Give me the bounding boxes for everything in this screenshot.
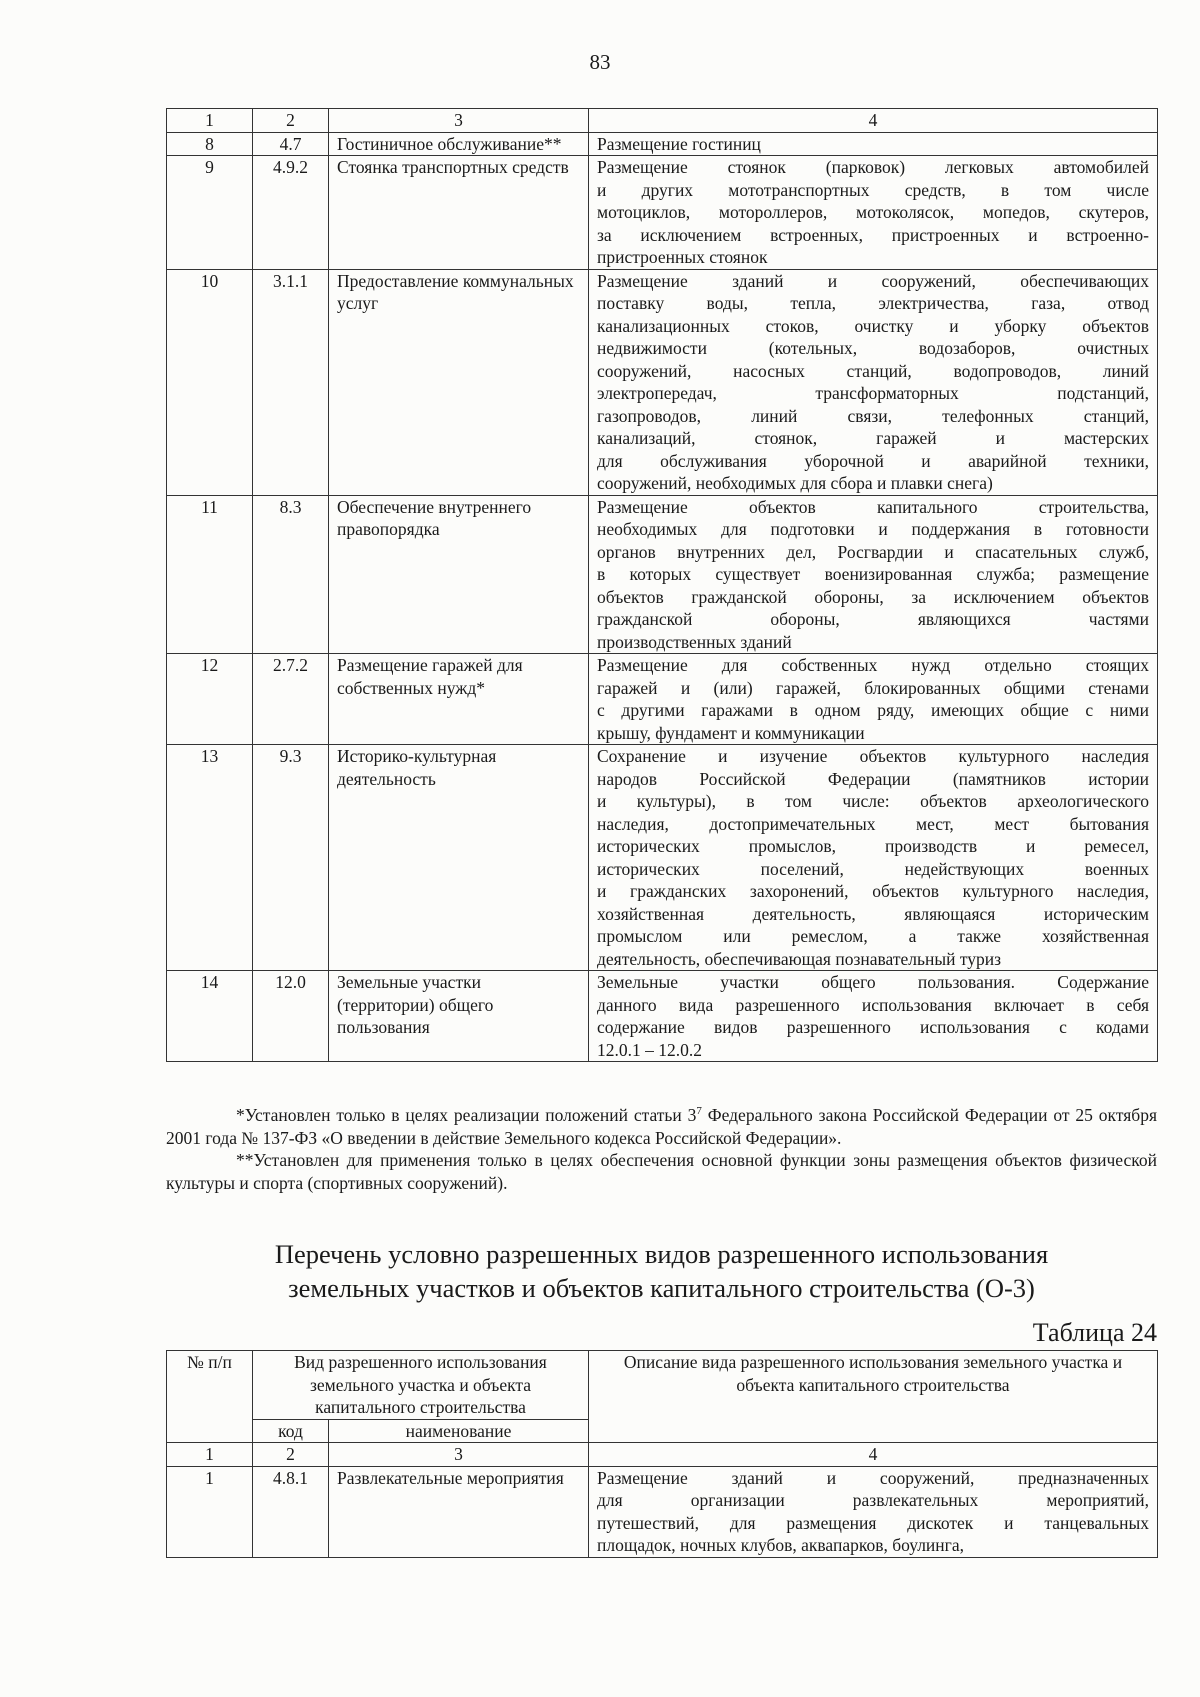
description-line: исторических промыслов, производств и ремесел, xyxy=(597,836,1149,856)
header-name: наименование xyxy=(329,1419,589,1443)
table-row xyxy=(167,132,1158,156)
section-heading xyxy=(166,1237,1157,1305)
description-line: путешествий, для размещения дискотек и танцевальных xyxy=(597,1512,1149,1533)
table-row xyxy=(167,654,1158,745)
table-row xyxy=(167,971,1158,1062)
description-line: производственных зданий xyxy=(597,631,792,652)
description-line: Сохранение и изучение объектов культурного наследия xyxy=(597,746,1149,766)
description-line: Размещение гостиниц xyxy=(597,133,761,154)
description-line: Размещение объектов капитального строительства, xyxy=(597,496,1149,517)
description-line: крышу, фундамент и коммуникации xyxy=(597,722,865,743)
use-code: 12.0 xyxy=(253,971,329,1062)
description-line: в которых существует военизированная служба; размещение xyxy=(597,564,1149,584)
row-number: 12 xyxy=(167,654,253,745)
column-number: 3 xyxy=(329,1443,589,1467)
use-code: 9.3 xyxy=(253,745,329,971)
footnote-2: **Установлен для применения только в целях обеспечения основной функции зоны размещения объектов физической культуры и спорта (спортивных сооружений). xyxy=(166,1150,1157,1193)
footnotes xyxy=(166,1104,1157,1194)
description-line: наследия, достопримечательных мест, мест бытования xyxy=(597,813,1149,834)
description-line: канализаций, стоянок, гаражей и мастерских xyxy=(597,428,1149,448)
description-line: электропередач, трансформаторных подстанций, xyxy=(597,383,1149,403)
column-number: 1 xyxy=(167,1443,253,1467)
use-description xyxy=(589,132,1158,156)
table-row xyxy=(167,1466,1158,1557)
description-line: гаражей и (или) гаражей, блокированных общими стенами xyxy=(597,677,1149,698)
table-row xyxy=(167,269,1158,495)
description-line: Размещение зданий и сооружений, обеспечивающих xyxy=(597,270,1149,291)
description-line: промыслом или ремеслом, а также хозяйственная xyxy=(597,926,1149,946)
use-code: 3.1.1 xyxy=(253,269,329,495)
use-description xyxy=(589,971,1158,1062)
use-code: 4.7 xyxy=(253,132,329,156)
description-line: Земельные участки общего пользования. Содержание xyxy=(597,972,1149,992)
use-name: Гостиничное обслуживание** xyxy=(329,132,589,156)
description-line: народов Российской Федерации (памятников истории xyxy=(597,768,1149,789)
use-name: Историко-культурная деятельность xyxy=(329,745,589,971)
row-number: 13 xyxy=(167,745,253,971)
row-number: 8 xyxy=(167,132,253,156)
table-row xyxy=(167,156,1158,270)
column-number-row xyxy=(167,1443,1158,1467)
description-line: Размещение зданий и сооружений, предназначенных xyxy=(597,1467,1149,1488)
use-description xyxy=(589,269,1158,495)
description-line: поставку воды, тепла, электричества, газа, отвод xyxy=(597,293,1149,313)
description-line: площадок, ночных клубов, аквапарков, боулинга, xyxy=(597,1535,964,1555)
row-number: 1 xyxy=(167,1466,253,1557)
description-line: сооружений, насосных станций, водопроводов, линий xyxy=(597,360,1149,381)
use-code: 8.3 xyxy=(253,495,329,654)
use-name: Земельные участки (территории) общего пользования xyxy=(329,971,589,1062)
column-number: 2 xyxy=(253,1443,329,1467)
description-line: и культуры), в том числе: объектов археологического xyxy=(597,791,1149,811)
table-row xyxy=(167,745,1158,971)
row-number: 11 xyxy=(167,495,253,654)
column-number: 4 xyxy=(589,109,1158,133)
section-heading-line-2: земельных участков и объектов капитального строительства (О-3) xyxy=(288,1273,1035,1303)
use-code: 4.8.1 xyxy=(253,1466,329,1557)
use-description xyxy=(589,745,1158,971)
footnote-1: *Установлен только в целях реализации положений статьи $3^7$ Федерального закона Российской Федерации от 25 октября 2001 года № 137-ФЗ «О введении в действие Земельного кодекса Российской Федерации». xyxy=(166,1105,1157,1148)
description-line: необходимых для подготовки и поддержания в готовности xyxy=(597,519,1149,539)
description-line: Размещение для собственных нужд отдельно стоящих xyxy=(597,655,1149,675)
row-number: 14 xyxy=(167,971,253,1062)
description-line: объектов гражданской обороны, за исключением объектов xyxy=(597,586,1149,607)
description-line: Размещение стоянок (парковок) легковых автомобилей xyxy=(597,157,1149,177)
header-code: код xyxy=(253,1419,329,1443)
description-line: органов внутренних дел, Росгвардии и спасательных служб, xyxy=(597,541,1149,562)
use-name: Предоставление коммунальных услуг xyxy=(329,269,589,495)
column-number: 2 xyxy=(253,109,329,133)
row-number: 9 xyxy=(167,156,253,270)
header-number: № п/п xyxy=(167,1351,253,1443)
permitted-uses-table xyxy=(166,108,1158,1062)
description-line: за исключением встроенных, пристроенных и встроенно- xyxy=(597,224,1149,245)
table-row xyxy=(167,495,1158,654)
description-line: для обслуживания уборочной и аварийной техники, xyxy=(597,450,1149,471)
use-name: Развлекательные мероприятия xyxy=(329,1466,589,1557)
header-use-type: Вид разрешенного использования земельного участка и объекта капитального строительства xyxy=(253,1351,589,1420)
description-line: газопроводов, линий связи, телефонных станций, xyxy=(597,405,1149,426)
description-line: и других мототранспортных средств, в том числе xyxy=(597,179,1149,200)
use-code: 4.9.2 xyxy=(253,156,329,270)
description-line: гражданской обороны, являющихся частями xyxy=(597,609,1149,629)
use-name: Стоянка транспортных средств xyxy=(329,156,589,270)
use-name: Размещение гаражей для собственных нужд* xyxy=(329,654,589,745)
conditional-uses-table xyxy=(166,1350,1158,1558)
use-description xyxy=(589,1466,1158,1557)
use-code: 2.7.2 xyxy=(253,654,329,745)
column-number: 4 xyxy=(589,1443,1158,1467)
description-line: 12.0.1 – 12.0.2 xyxy=(597,1039,702,1060)
description-line: данного вида разрешенного использования включает в себя xyxy=(597,994,1149,1015)
table-label: Таблица 24 xyxy=(1032,1318,1157,1347)
description-line: исторических поселений, недействующих военных xyxy=(597,858,1149,879)
description-line: канализационных стоков, очистку и уборку объектов xyxy=(597,315,1149,336)
description-line: недвижимости (котельных, водозаборов, очистных xyxy=(597,338,1149,358)
use-description xyxy=(589,654,1158,745)
section-heading-line-1: Перечень условно разрешенных видов разрешенного использования xyxy=(274,1239,1049,1269)
description-line: и гражданских захоронений, объектов культурного наследия, xyxy=(597,881,1149,901)
header-description: Описание вида разрешенного использования земельного участка и объекта капитального строительства xyxy=(589,1351,1158,1443)
description-line: мотоциклов, мотороллеров, мотоколясок, мопедов, скутеров, xyxy=(597,202,1149,222)
description-line: с другими гаражами в одном ряду, имеющих общие с ними xyxy=(597,700,1149,720)
description-line: пристроенных стоянок xyxy=(597,247,768,267)
row-number: 10 xyxy=(167,269,253,495)
description-line: сооружений, необходимых для сбора и плавки снега) xyxy=(597,473,993,493)
column-number: 3 xyxy=(329,109,589,133)
description-line: для организации развлекательных мероприятий, xyxy=(597,1490,1149,1510)
description-line: хозяйственная деятельность, являющаяся историческим xyxy=(597,903,1149,924)
page-number: 83 xyxy=(589,50,611,74)
use-name: Обеспечение внутреннего правопорядка xyxy=(329,495,589,654)
use-description xyxy=(589,156,1158,270)
description-line: деятельность, обеспечивающая познавательный туриз xyxy=(597,948,1002,969)
use-description xyxy=(589,495,1158,654)
column-number-row xyxy=(167,109,1158,133)
column-number: 1 xyxy=(167,109,253,133)
description-line: содержание видов разрешенного использования с кодами xyxy=(597,1017,1149,1037)
